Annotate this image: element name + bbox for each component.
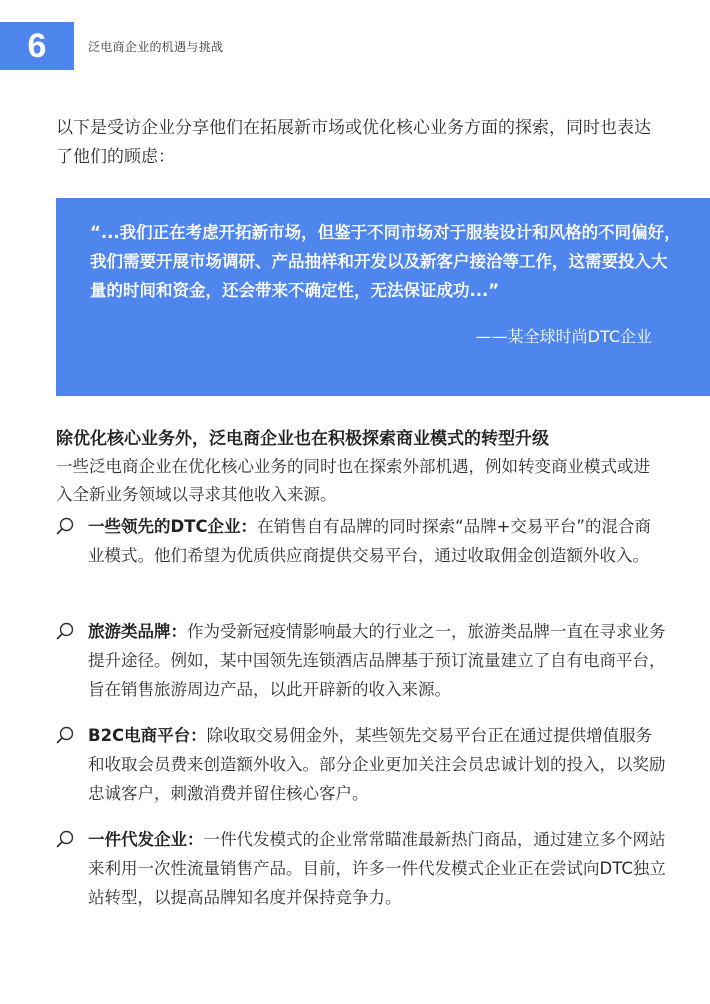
- intro-paragraph: 以下是受访企业分享他们在拓展新市场或优化核心业务方面的探索，同时也表达了他们的顾虑：: [56, 118, 651, 167]
- search-bullet-icon: [56, 830, 74, 848]
- bullet-text: 在销售自有品牌的同时探索“品牌+交易平台”的混合商业模式。他们希望为优质供应商提供交易平台，通过收取佣金创造额外收入。: [88, 517, 651, 565]
- quote-box: [56, 198, 710, 396]
- section-heading: 除优化核心业务外，泛电商企业也在积极探索商业模式的转型升级: [56, 429, 549, 449]
- bullet-term: 一些领先的DTC企业：: [88, 517, 258, 536]
- section-title: 泛电商企业的机遇与挑战: [88, 40, 224, 54]
- search-bullet-icon: [56, 726, 74, 744]
- search-bullet-icon: [56, 517, 74, 535]
- bullet-text: 作为受新冠疫情影响最大的行业之一，旅游类品牌一直在寻求业务提升途径。例如，某中国领先连锁酒店品牌基于预订流量建立了自有电商平台，旨在销售旅游周边产品，以此开辟新的收入来源。: [88, 622, 666, 699]
- bullet-term: B2C电商平台：: [88, 726, 207, 745]
- page-number-badge: 6: [0, 22, 74, 70]
- bullet-text: 除收取交易佣金外，某些领先交易平台正在通过提供增值服务和收取会员费来创造额外收入。部分企业更加关注会员忠诚计划的投入，以奖励忠诚客户，刺激消费并留住核心客户。: [88, 726, 666, 803]
- search-bullet-icon: [56, 622, 74, 640]
- bullet-item-travel: [56, 617, 666, 704]
- bullet-text: 一件代发模式的企业常常瞄准最新热门商品，通过建立多个网站来利用一次性流量销售产品。目前，许多一件代发模式企业正在尝试向DTC独立站转型，以提高品牌知名度并保持竞争力。: [88, 830, 666, 907]
- quote-source: ——某全球时尚DTC企业: [475, 327, 652, 346]
- section-paragraph: 一些泛电商企业在优化核心业务的同时也在探索外部机遇，例如转变商业模式或进入全新业务领域以寻求其他收入来源。: [56, 457, 650, 504]
- bullet-item-b2c: [56, 721, 666, 808]
- quote-text: “...我们正在考虑开拓新市场，但鉴于不同市场对于服装设计和风格的不同偏好，我们需要开展市场调研、产品抽样和开发以及新客户接洽等工作，这需要投入大量的时间和资金，还会带来不确定性，无法保证成功...”: [90, 223, 681, 300]
- bullet-term: 旅游类品牌：: [88, 622, 187, 641]
- bullet-item-dtc: [56, 512, 666, 570]
- bullet-item-dropshipping: [56, 825, 666, 912]
- bullet-term: 一件代发企业：: [88, 830, 204, 849]
